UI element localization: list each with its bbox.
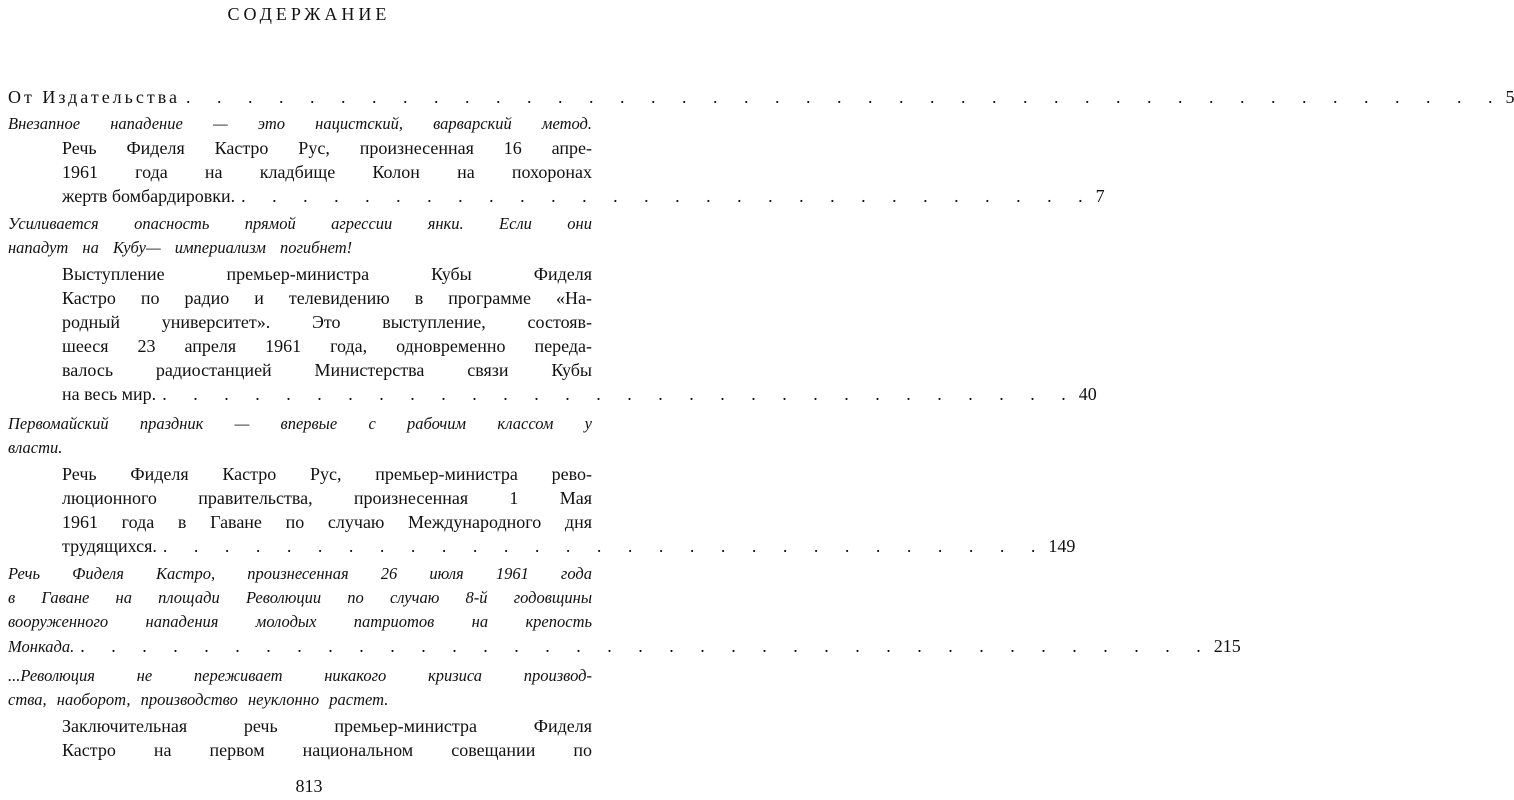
- dot-leader: . . . . . . . . . . . . . . . . . . . . . . . . . . . . . . . . . . . . .: [80, 636, 1212, 656]
- entry-description: 1961 года в Гаване по случаю Международного дня: [62, 512, 592, 532]
- entry-title: нападут на Кубу— империализм погибнет!: [8, 238, 353, 257]
- entry-description: Кастро по радио и телевидению в программе «На-: [62, 288, 592, 308]
- page-number-footer: 813: [295, 776, 323, 796]
- dot-leader: . . . . . . . . . . . . . . . . . . . . . . . . . . . . . . . . . . . . . . . . . . .: [185, 87, 1504, 107]
- entry-title: Речь Фиделя Кастро, произнесенная 26 июля 1961 года: [8, 564, 592, 583]
- dot-leader: . . . . . . . . . . . . . . . . . . . . . . . . . . . .: [241, 186, 1094, 206]
- entry-title: ...Революция не переживает никакого кризиса производ-: [8, 666, 592, 685]
- entry-description: трудящихся.: [62, 536, 157, 556]
- entry-description: шееся 23 апреля 1961 года, одновременно переда-: [62, 336, 592, 356]
- entry-title: власти.: [8, 438, 63, 457]
- entry-description: жертв бомбардировки.: [62, 186, 236, 206]
- entry-description: на весь мир.: [62, 384, 157, 404]
- entry-title: вооруженного нападения молодых патриотов на крепость: [8, 612, 592, 631]
- entry-description: валось радиостанцией Министерства связи Кубы: [62, 360, 592, 380]
- entry-title: в Гаване на площади Революции по случаю 8-й годовщины: [8, 588, 592, 607]
- dot-leader: . . . . . . . . . . . . . . . . . . . . . . . . . . . . .: [162, 536, 1047, 556]
- entry-title: Первомайский праздник — впервые с рабочим классом у: [8, 414, 592, 433]
- toc-entry-leader: [8, 634, 1241, 659]
- entry-title: Монкада.: [8, 637, 75, 656]
- entry-description: Заключительная речь премьер-министра Фиделя: [62, 716, 592, 736]
- page-number: 215: [1213, 636, 1241, 656]
- entry-description: Речь Фиделя Кастро Рус, произнесенная 16 апре-: [62, 138, 592, 158]
- dot-leader: . . . . . . . . . . . . . . . . . . . . . . . . . . . . . .: [162, 384, 1077, 404]
- entry-title: Внезапное нападение — это нацистский, варварский метод.: [8, 114, 592, 133]
- toc-entry-publisher: [8, 85, 1514, 109]
- entry-description: Кастро на первом национальном совещании по: [62, 740, 592, 760]
- entry-title: Усиливается опасность прямой агрессии янки. Если они: [8, 214, 592, 233]
- entry-title: От Издательства: [8, 87, 180, 107]
- page-title: СОДЕРЖАНИЕ: [227, 4, 391, 24]
- entry-description: родный университет». Это выступление, состояв-: [62, 312, 592, 332]
- page-number: 5: [1505, 87, 1514, 107]
- toc-entry-leader: [62, 382, 1097, 406]
- entry-description: Речь Фиделя Кастро Рус, премьер-министра рево-: [62, 464, 592, 484]
- entry-description: 1961 года на кладбище Колон на похоронах: [62, 162, 592, 182]
- page-number: 149: [1048, 536, 1076, 556]
- entry-title: ства, наоборот, производство неуклонно растет.: [8, 690, 389, 709]
- page-number: 40: [1078, 384, 1097, 404]
- toc-entry-leader: [62, 534, 1076, 558]
- page-number: 7: [1095, 186, 1105, 206]
- entry-description: люционного правительства, произнесенная 1 Мая: [62, 488, 592, 508]
- toc-entry-leader: [62, 184, 1105, 208]
- entry-description: Выступление премьер-министра Кубы Фиделя: [62, 264, 592, 284]
